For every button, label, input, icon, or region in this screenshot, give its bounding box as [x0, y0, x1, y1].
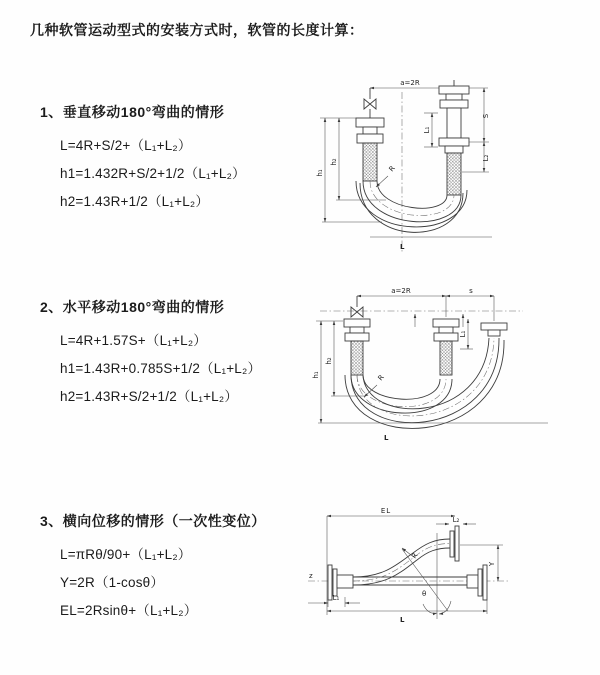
dimension-el	[327, 507, 455, 615]
radius-label	[376, 164, 397, 187]
formula-line: L=4R+1.57S+（L₁+L₂）	[60, 333, 207, 348]
length-label	[370, 237, 492, 251]
svg-text:θ: θ	[422, 590, 427, 598]
svg-text:EL: EL	[380, 507, 392, 515]
svg-text:a=2R: a=2R	[400, 79, 420, 87]
svg-text:L₂: L₂	[482, 154, 490, 162]
diagram-horizontal-180-bend	[308, 283, 593, 463]
formula-line: h1=1.432R+S/2+1/2（L₁+L₂）	[60, 166, 246, 181]
page-title: 几种软管运动型式的安装方式时，软管的长度计算：	[30, 22, 364, 38]
dimension-a2r	[357, 287, 446, 317]
diagram-vertical-180-bend	[312, 72, 582, 257]
svg-text:a=2R: a=2R	[391, 287, 411, 295]
dimension-l1	[459, 319, 473, 349]
dimension-l1	[423, 113, 438, 147]
formula-line: h2=1.43R+1/2（L₁+L₂）	[60, 194, 210, 209]
middle-pipe-fitting	[433, 319, 459, 375]
formula-line: h2=1.43R+S/2+1/2（L₁+L₂）	[60, 389, 239, 404]
formula-line: L=πRθ/90+（L₁+L₂）	[60, 547, 192, 562]
upper-flange	[450, 526, 459, 561]
svg-text:z: z	[309, 572, 313, 580]
left-pipe-fitting	[356, 118, 384, 181]
dimension-s	[469, 88, 490, 142]
svg-text:h₂: h₂	[325, 357, 333, 365]
svg-text:L₁: L₁	[423, 126, 431, 134]
section-3-heading: 3、横向位移的情形（一次性变位）	[40, 513, 266, 529]
length-label	[384, 434, 389, 442]
dimension-l	[327, 600, 487, 624]
valve-icon	[351, 296, 363, 317]
diagram-lateral-displacement	[300, 503, 592, 648]
svg-text:L₁: L₁	[459, 330, 467, 338]
section-2-heading: 2、水平移动180°弯曲的情形	[40, 299, 225, 315]
right-lower-flange	[467, 565, 487, 600]
svg-text:h₁: h₁	[316, 169, 324, 177]
dimension-l2	[436, 516, 476, 524]
section-vertical-movement	[40, 102, 246, 216]
dimension-l2	[462, 142, 490, 172]
svg-text:L₁: L₁	[332, 594, 340, 602]
svg-text:L: L	[400, 243, 405, 251]
radius-label	[364, 373, 386, 397]
svg-text:h₂: h₂	[330, 158, 338, 166]
hose-u-bend-arcs	[345, 338, 504, 428]
svg-text:s: s	[469, 287, 473, 295]
svg-text:R: R	[376, 373, 386, 383]
formula-line: L=4R+S/2+（L₁+L₂）	[60, 138, 192, 153]
left-pipe-fitting	[344, 319, 370, 375]
dimension-a2r	[370, 79, 488, 88]
dimension-h2	[330, 118, 386, 200]
svg-text:L₂: L₂	[452, 516, 460, 524]
right-pipe-fitting	[439, 80, 469, 195]
formula-line: h1=1.43R+0.785S+1/2（L₁+L₂）	[60, 361, 262, 376]
dimension-s	[446, 287, 494, 321]
section-lateral-displacement	[40, 511, 266, 625]
section-horizontal-movement	[40, 297, 261, 411]
valve-icon	[364, 88, 376, 118]
svg-text:L: L	[384, 434, 389, 442]
svg-text:h₁: h₁	[312, 371, 320, 379]
s-curve-hose	[353, 539, 450, 585]
section-1-heading: 1、垂直移动180°弯曲的情形	[40, 104, 225, 120]
dimension-l1	[308, 594, 360, 607]
construction-lines	[402, 533, 451, 619]
svg-text:L: L	[400, 616, 405, 624]
formula-line: EL=2Rsinθ+（L₁+L₂）	[60, 603, 198, 618]
svg-text:Y: Y	[488, 561, 496, 567]
svg-text:R: R	[387, 164, 397, 174]
moved-pipe-fitting	[481, 323, 507, 336]
svg-text:R: R	[410, 551, 420, 561]
formula-line: Y=2R（1-cosθ）	[60, 575, 165, 590]
svg-text:S: S	[482, 113, 490, 119]
